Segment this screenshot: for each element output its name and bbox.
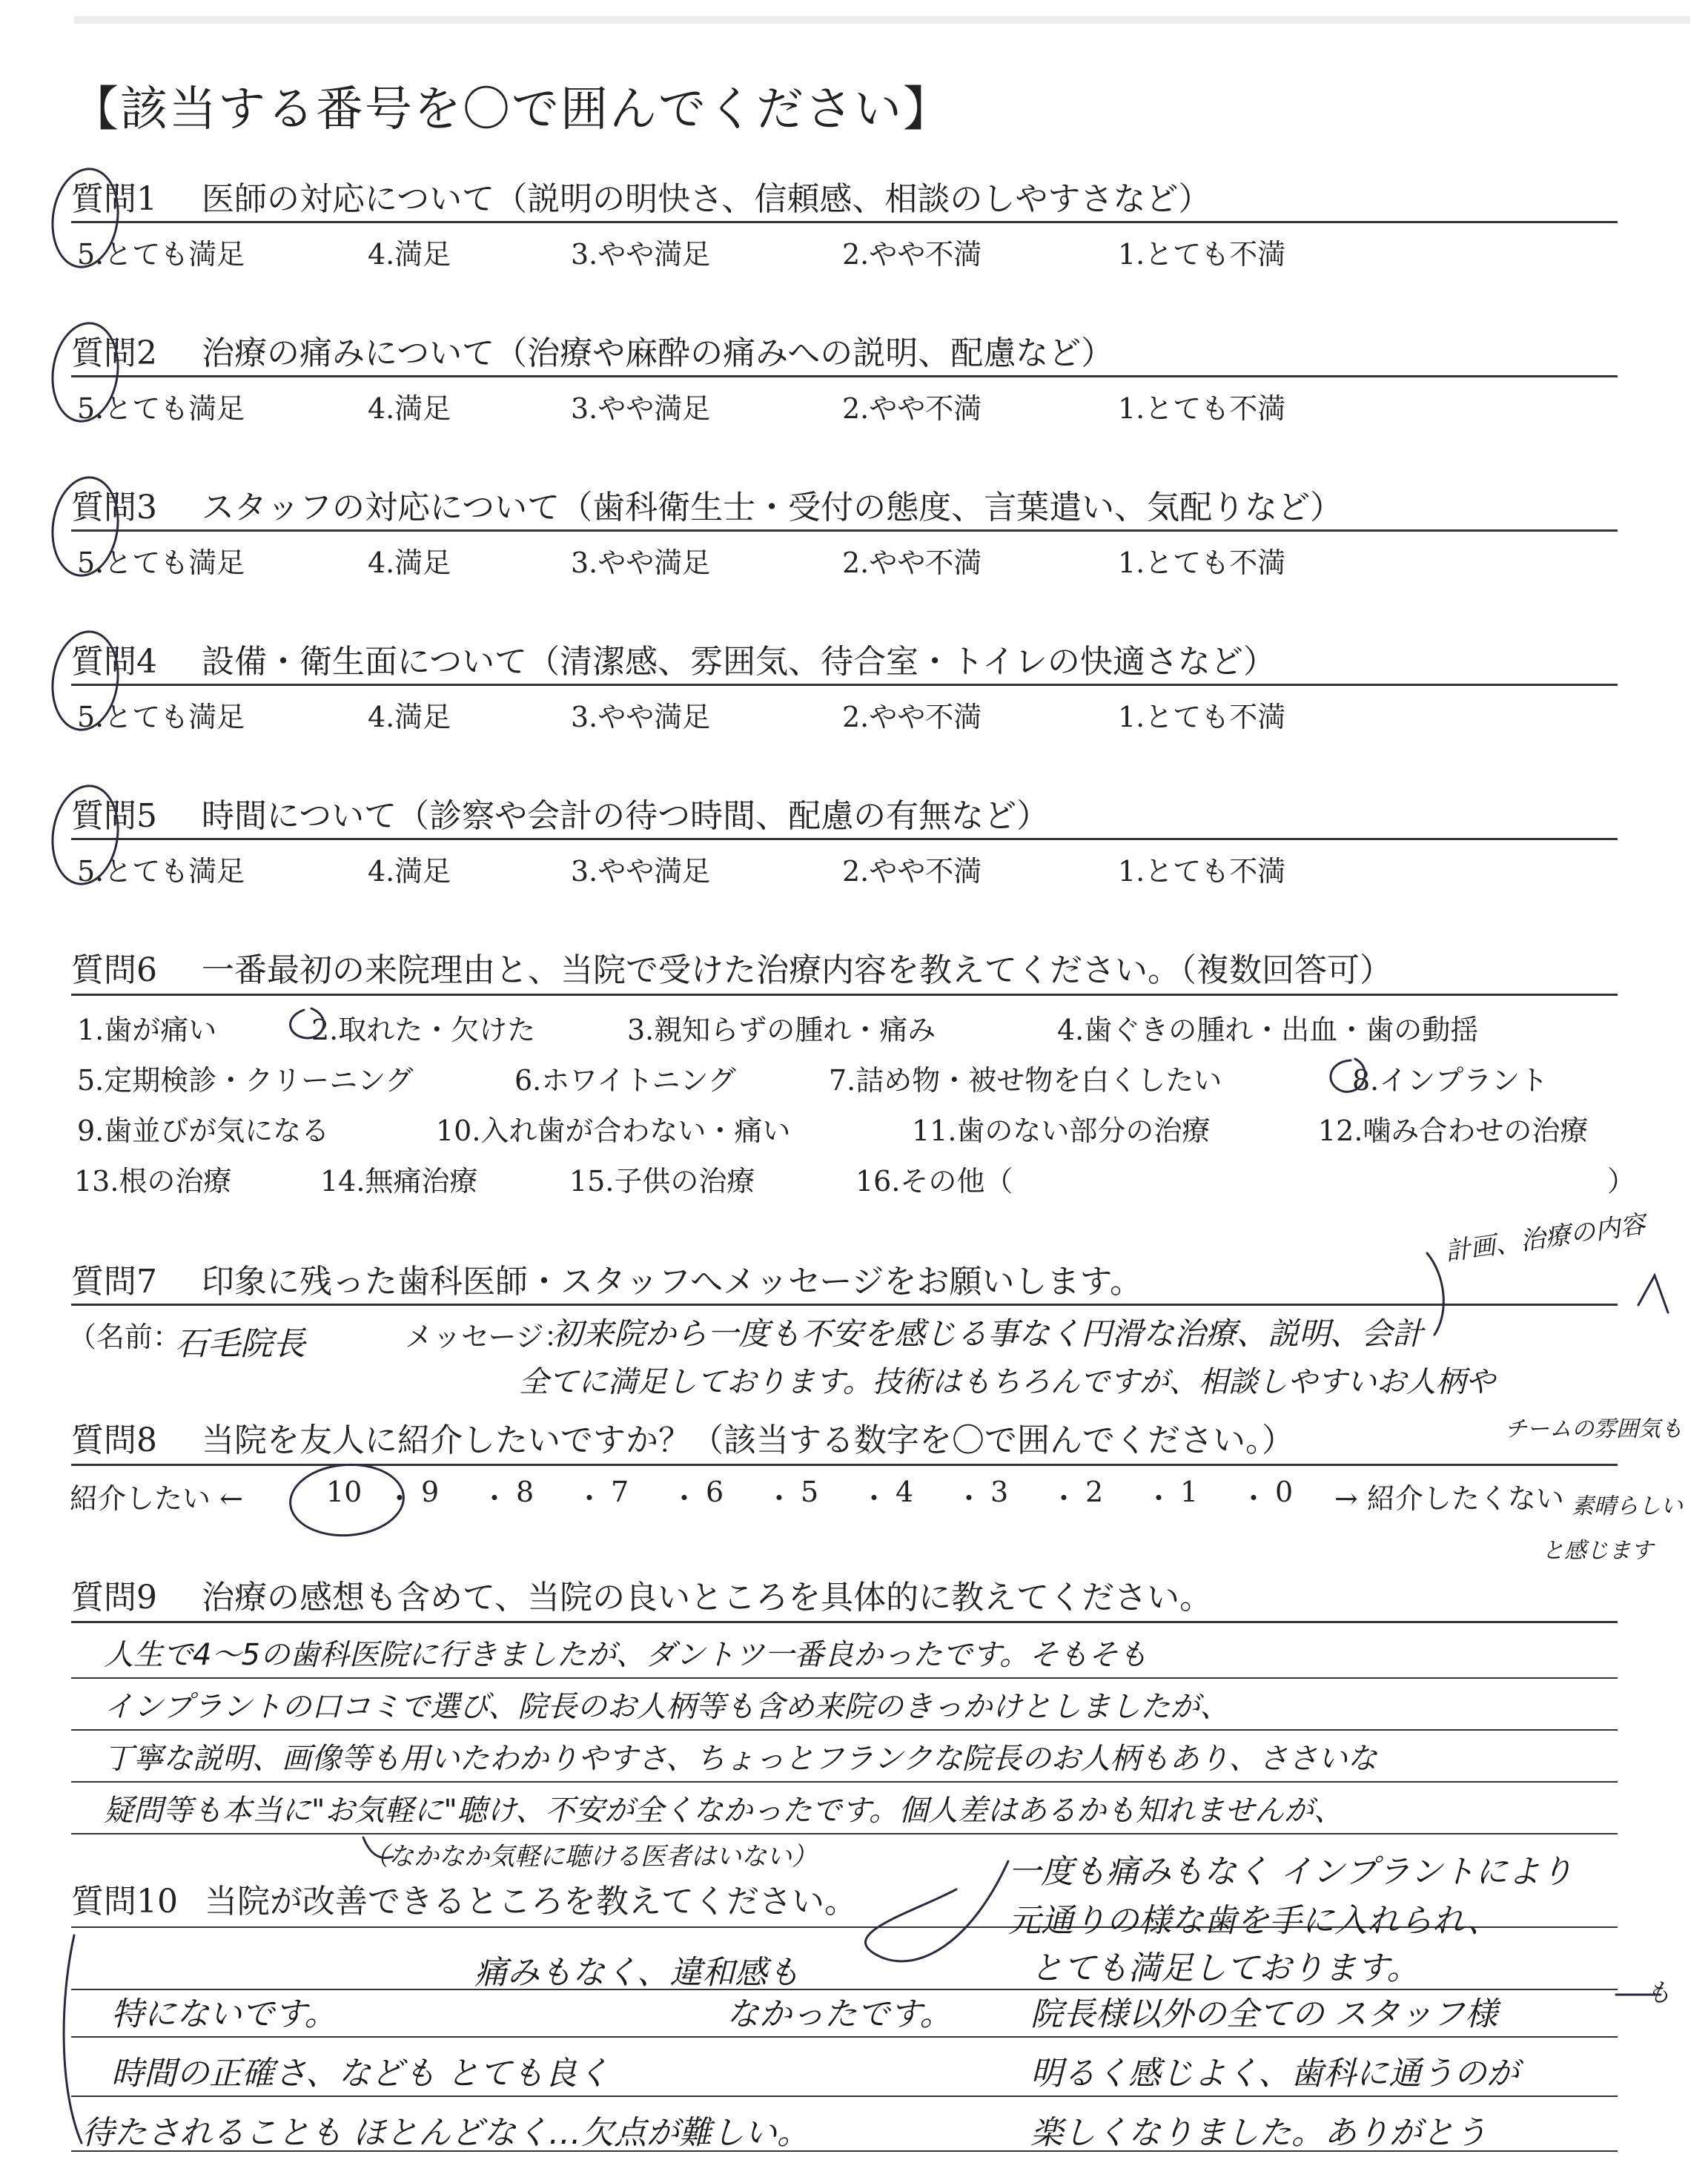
q8-scale-separator: ・: [385, 1482, 414, 1515]
q3-option-4[interactable]: 4.満足: [368, 546, 451, 579]
q1-text: 医師の対応について（説明の明快さ、信頼感、相談のしやすさなど）: [202, 180, 1211, 218]
q7-name-label: （名前：: [68, 1321, 182, 1353]
q10-right-3: とても満足しております。: [1030, 1949, 1420, 1987]
q9-text: 治療の感想も含めて、当院の良いところを具体的に教えてください。: [202, 1579, 1213, 1616]
q6-option-17[interactable]: ）: [1607, 1165, 1636, 1198]
q8-left-label: 紹介したい ←: [70, 1482, 243, 1515]
q10-left-2: 時間の正確さ、なども とても良く: [111, 2055, 610, 2093]
q10-mid-2: なかったです。: [726, 1995, 953, 2033]
q9-handwritten-insert: （なかなか気軽に聴ける医者はいない）: [363, 1842, 817, 1872]
q10-right-1: 一度も痛みもなく インプラントにより: [1008, 1853, 1573, 1891]
q8-scale-2[interactable]: 2: [1085, 1476, 1104, 1508]
q5-text: 時間について（診察や会計の待つ時間、配慮の有無など）: [202, 797, 1050, 835]
q5-option-3[interactable]: 3.やや満足: [571, 855, 711, 888]
q1-option-3[interactable]: 3.やや満足: [571, 238, 711, 271]
q8-scale-separator: ・: [575, 1482, 604, 1515]
q6-option-14[interactable]: 14.無痛治療: [320, 1165, 478, 1198]
q1-option-4[interactable]: 4.満足: [368, 238, 451, 271]
q10-text: 当院が改善できるところを教えてください。: [205, 1883, 857, 1920]
q6-option-6[interactable]: 6.ホワイトニング: [514, 1064, 736, 1097]
q6-circle-8: [1331, 1059, 1365, 1091]
q6-option-16[interactable]: 16.その他（: [855, 1165, 1013, 1198]
q2-option-4[interactable]: 4.満足: [368, 392, 451, 425]
q7-text: 印象に残った歯科医師・スタッフへメッセージをお願いします。: [202, 1263, 1142, 1301]
q9-label: 質問9: [71, 1579, 157, 1616]
page-title: 【該当する番号を〇で囲んでください】: [71, 82, 952, 137]
q4-option-3[interactable]: 3.やや満足: [571, 701, 711, 733]
q3-text: スタッフの対応について（歯科衛生士・受付の態度、言葉遣い、気配りなど）: [202, 489, 1343, 526]
q10-left-3: 待たされることも ほとんどなく…欠点が難しい。: [82, 2114, 810, 2152]
q6-option-9[interactable]: 9.歯並びが気になる: [77, 1114, 330, 1147]
q8-scale-separator: ・: [765, 1482, 794, 1515]
q6-option-11[interactable]: 11.歯のない部分の治療: [912, 1114, 1211, 1147]
q8-scale-10[interactable]: 10: [326, 1476, 363, 1508]
q8-scale-separator: ・: [955, 1482, 984, 1515]
q3-option-1[interactable]: 1.とても不満: [1118, 546, 1286, 579]
q10-arrow: [865, 1861, 1008, 1961]
q7-handwritten-name: 石毛院長: [175, 1325, 305, 1363]
q2-option-1[interactable]: 1.とても不満: [1118, 392, 1286, 425]
q6-text: 一番最初の来院理由と、当院で受けた治療内容を教えてください。（複数回答可）: [202, 951, 1392, 989]
q6-option-15[interactable]: 15.子供の治療: [569, 1165, 755, 1198]
q7-margin-note-2: チームの雰囲気も: [1505, 1416, 1683, 1442]
q10-right-4: 院長様以外の全ての スタッフ様: [1030, 1995, 1497, 2033]
q5-option-1[interactable]: 1.とても不満: [1118, 855, 1286, 888]
q6-option-12[interactable]: 12.噛み合わせの治療: [1318, 1114, 1589, 1147]
q8-label: 質問8: [71, 1421, 157, 1459]
q6-option-4[interactable]: 4.歯ぐきの腫れ・出血・歯の動揺: [1057, 1014, 1479, 1046]
q6-option-3[interactable]: 3.親知らずの腫れ・痛み: [627, 1014, 936, 1046]
q6-option-8[interactable]: 8.インプラント: [1352, 1064, 1549, 1097]
q2-option-2[interactable]: 2.やや不満: [842, 392, 982, 425]
q8-scale-separator: ・: [480, 1482, 509, 1515]
q8-scale-separator: ・: [1239, 1482, 1268, 1515]
q4-label: 質問4: [71, 643, 157, 681]
q1-option-2[interactable]: 2.やや不満: [842, 238, 982, 271]
q4-text: 設備・衛生面について（清潔感、雰囲気、待合室・トイレの快適さなど）: [202, 643, 1276, 681]
q7-margin-note-1: 計画、治療の内容: [1443, 1209, 1647, 1267]
q9-handwritten-line-2: インプラントの口コミで選び、院長のお人柄等も含め来院のきっかけとしましたが、: [104, 1690, 1230, 1724]
q10-margin-mo: も: [1646, 1978, 1671, 2008]
q7-margin-note-4: と感じます: [1542, 1538, 1653, 1564]
q8-scale-6[interactable]: 6: [706, 1476, 724, 1508]
q10-right-6: 楽しくなりました。ありがとう: [1030, 2114, 1487, 2152]
q8-right-label: → 紹介したくない: [1334, 1482, 1564, 1515]
q2-option-5[interactable]: 5.とても満足: [77, 392, 245, 425]
q8-scale-0[interactable]: 0: [1275, 1476, 1294, 1508]
q5-label: 質問5: [71, 797, 157, 835]
q10-mid-1: 痛みもなく、違和感も: [474, 1954, 801, 1992]
q10-label: 質問10: [71, 1883, 178, 1920]
q8-scale-separator: ・: [1145, 1482, 1174, 1515]
q8-scale-3[interactable]: 3: [990, 1476, 1009, 1508]
q8-scale-4[interactable]: 4: [896, 1476, 914, 1508]
q7-bracket-2: [1638, 1275, 1668, 1312]
q1-option-1[interactable]: 1.とても不満: [1118, 238, 1286, 271]
q4-option-1[interactable]: 1.とても不満: [1118, 701, 1286, 733]
q7-label: 質問7: [71, 1263, 157, 1301]
q7-margin-note-3: 素晴らしい: [1572, 1493, 1683, 1519]
q8-scale-separator: ・: [1050, 1482, 1079, 1515]
q3-label: 質問3: [71, 489, 157, 526]
q1-label: 質問1: [71, 180, 157, 218]
q6-option-5[interactable]: 5.定期検診・クリーニング: [77, 1064, 414, 1097]
q8-scale-5[interactable]: 5: [801, 1476, 819, 1508]
q3-option-2[interactable]: 2.やや不満: [842, 546, 982, 579]
q10-right-5: 明るく感じよく、歯科に通うのが: [1030, 2055, 1520, 2093]
q9-handwritten-line-3: 丁寧な説明、画像等も用いたわかりやすさ、ちょっとフランクな院長のお人柄もあり、ささいな: [104, 1742, 1377, 1776]
q6-circle-2: [291, 1008, 324, 1038]
q2-label: 質問2: [71, 334, 157, 372]
q6-option-2[interactable]: 2.取れた・欠けた: [311, 1014, 536, 1046]
q9-handwritten-line-1: 人生で4〜5の歯科医院に行きましたが、ダントツ一番良かったです。そもそも: [104, 1638, 1148, 1672]
q8-scale-1[interactable]: 1: [1180, 1476, 1199, 1508]
q4-option-5[interactable]: 5.とても満足: [77, 701, 245, 733]
q7-handwritten-message-1: 初来院から一度も不安を感じる事なく円滑な治療、説明、会計: [552, 1315, 1424, 1352]
q5-option-2[interactable]: 2.やや不満: [842, 855, 982, 888]
q8-text: 当院を友人に紹介したいですか？（該当する数字を〇で囲んでください。）: [202, 1421, 1294, 1459]
q7-handwritten-message-2: 全てに満足しております。技術はもちろんですが、相談しやすいお人柄や: [519, 1365, 1495, 1399]
q7-message-label: メッセージ：: [405, 1321, 572, 1353]
q3-option-3[interactable]: 3.やや満足: [571, 546, 711, 579]
q7-bracket-1: [1427, 1253, 1443, 1335]
q8-scale-separator: ・: [670, 1482, 699, 1515]
q6-option-1[interactable]: 1.歯が痛い: [77, 1014, 217, 1046]
q10-bracket: [64, 1935, 82, 2143]
q6-label: 質問6: [71, 951, 157, 989]
q8-scale-9[interactable]: 9: [421, 1476, 440, 1508]
q6-option-10[interactable]: 10.入れ歯が合わない・痛い: [436, 1114, 791, 1147]
q4-option-4[interactable]: 4.満足: [368, 701, 451, 733]
q8-scale-7[interactable]: 7: [611, 1476, 629, 1508]
q6-option-13[interactable]: 13.根の治療: [74, 1165, 232, 1198]
q5-option-4[interactable]: 4.満足: [368, 855, 451, 888]
q8-scale-separator: ・: [860, 1482, 889, 1515]
q2-option-3[interactable]: 3.やや満足: [571, 392, 711, 425]
q3-option-5[interactable]: 5.とても満足: [77, 546, 245, 579]
q10-right-2: 元通りの様な歯を手に入れられ、: [1008, 1902, 1500, 1940]
q1-option-5[interactable]: 5.とても満足: [77, 238, 245, 271]
q4-option-2[interactable]: 2.やや不満: [842, 701, 982, 733]
q2-text: 治療の痛みについて（治療や麻酔の痛みへの説明、配慮など）: [202, 334, 1114, 372]
q8-scale-8[interactable]: 8: [516, 1476, 534, 1508]
q5-option-5[interactable]: 5.とても満足: [77, 855, 245, 888]
q6-option-7[interactable]: 7.詰め物・被せ物を白くしたい: [829, 1064, 1222, 1097]
q9-handwritten-line-4: 疑問等も本当に"お気軽に"聴け、不安が全くなかったです。個人差はあるかも知れませんが、: [104, 1794, 1343, 1828]
q9-insert-arrow: [363, 1837, 393, 1858]
q10-left-1: 特にないです。: [111, 1995, 337, 2033]
